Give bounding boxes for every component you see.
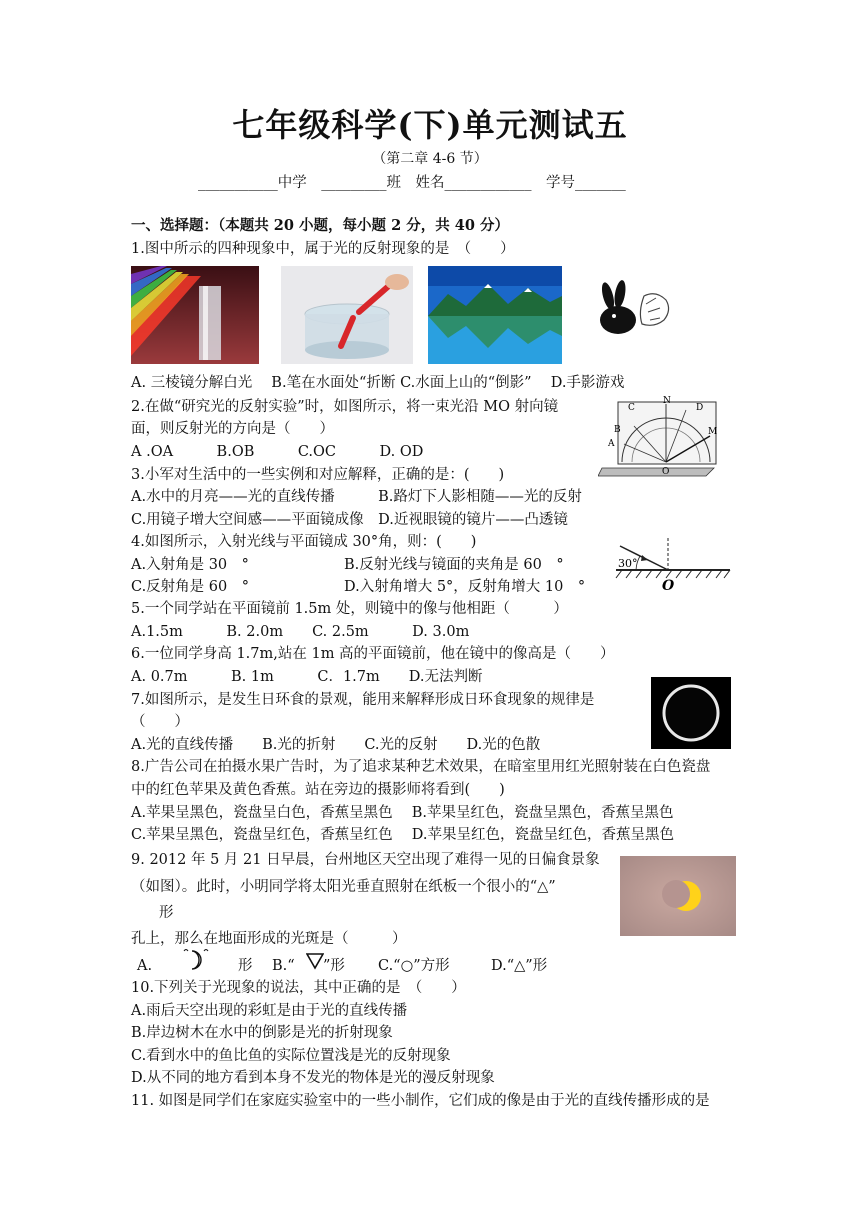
q4-option-c: C.反射角是 60 ° — [131, 579, 249, 595]
q10-stem: 10.下列关于光现象的说法，其中正确的是 （ ） — [131, 980, 466, 996]
q9-option-a-tail: 形 — [238, 958, 253, 974]
page-title: 七年级科学(下)单元测试五 — [232, 106, 628, 144]
label-n: N — [663, 396, 671, 406]
q10-option-a: A.雨后天空出现的彩虹是由于光的直线传播 — [131, 1003, 408, 1019]
label-b: B — [614, 425, 621, 435]
q4-option-a: A.入射角是 30 ° — [131, 557, 249, 573]
label-a: A — [608, 439, 615, 449]
q7-stem-2: （ ） — [131, 714, 189, 730]
incident-angle-diagram — [612, 536, 732, 594]
label-c: C — [628, 403, 635, 413]
pen-in-water-photo — [281, 266, 413, 364]
q10-option-d: D.从不同的地方看到本身不发光的物体是光的漫反射现象 — [131, 1070, 495, 1086]
q9-option-b: B.“ — [272, 958, 295, 974]
q9-option-a: A. — [137, 958, 153, 974]
crescent-shape-icon — [178, 945, 214, 973]
annular-eclipse-photo — [651, 677, 731, 749]
q9-option-b-tail: ”形 — [323, 958, 345, 974]
q7-stem-1: 7.如图所示，是发生日环食的景观，能用来解释形成日环食现象的规律是 — [131, 692, 595, 708]
mountain-reflection-photo — [428, 266, 562, 364]
section-heading: 一、选择题：（本题共 20 小题，每小题 2 分，共 40 分） — [131, 217, 509, 234]
q5-stem: 5.一个同学站在平面镜前 1.5m 处，则镜中的像与他相距（ ） — [131, 601, 568, 617]
partial-eclipse-photo — [620, 856, 736, 936]
hand-shadow-rabbit-image — [594, 276, 674, 346]
q9-stem-1: 9. 2012 年 5 月 21 日早晨，台州地区天空出现了难得一见的日偏食景象 — [131, 852, 600, 868]
q9-stem-3: 形 — [159, 905, 174, 921]
q10-option-b: B.岸边树木在水中的倒影是光的折射现象 — [131, 1025, 393, 1041]
q11-stem: 11. 如图是同学们在家庭实验室中的一些小制作，它们成的像是由于光的直线传播形成的是 — [131, 1093, 710, 1109]
label-d: D — [696, 403, 704, 413]
q10-option-c: C.看到水中的鱼比鱼的实际位置浅是光的反射现象 — [131, 1048, 451, 1064]
q1-options: A. 三棱镜分解白光 B.笔在水面处“折断 C.水面上山的“倒影” D.手影游戏 — [131, 375, 625, 391]
q8-stem-2: 中的红色苹果及黄色香蕉。站在旁边的摄影师将看到( ) — [131, 782, 505, 798]
q3-stem: 3.小军对生活中的一些实例和对应解释，正确的是：( ) — [131, 467, 505, 483]
q2-options: A .OA B.OB C.OC D. OD — [131, 444, 424, 460]
q9-option-d: D.“△”形 — [491, 958, 548, 974]
q8-options-cd: C.苹果呈黑色，瓷盘呈红色，香蕉呈红色 D.苹果呈红色，瓷盘呈红色，香蕉呈黑色 — [131, 827, 675, 843]
q3-options-ab: A.水中的月亮——光的直线传播 B.路灯下人影相随——光的反射 — [131, 489, 582, 505]
point-o-label: O — [662, 578, 675, 594]
q8-stem-1: 8.广告公司在拍摄水果广告时，为了追求某种艺术效果，在暗室里用红光照射装在白色瓷盘 — [131, 759, 711, 775]
q3-options-cd: C.用镜子增大空间感——平面镜成像 D.近视眼镜的镜片——凸透镜 — [131, 512, 568, 528]
q2-stem-1: 2.在做“研究光的反射实验”时，如图所示，将一束光沿 MO 射向镜 — [131, 399, 559, 415]
q6-options: A. 0.7m B. 1m C．1.7m D.无法判断 — [131, 669, 483, 685]
label-m: M — [708, 427, 718, 437]
q5-options: A.1.5m B. 2.0m C. 2.5m D. 3.0m — [131, 624, 470, 640]
inverted-triangle-icon — [306, 952, 324, 970]
q9-stem-2: （如图）。此时，小明同学将太阳光垂直照射在纸板一个很小的“△” — [131, 879, 556, 895]
page-subtitle: （第二章 4-6 节） — [372, 151, 488, 167]
q7-options: A.光的直线传播 B.光的折射 C.光的反射 D.光的色散 — [131, 737, 541, 753]
angle-label: 30° — [618, 557, 638, 570]
q4-stem: 4.如图所示，入射光线与平面镜成 30°角，则：( ) — [131, 534, 477, 550]
q9-option-c: C.“○”方形 — [378, 958, 450, 974]
q2-stem-2: 面，则反射光的方向是（ ） — [131, 421, 334, 437]
prism-photo — [131, 266, 259, 364]
q8-options-ab: A.苹果呈黑色，瓷盘呈白色，香蕉呈黑色 B.苹果呈红色，瓷盘呈黑色，香蕉呈黑色 — [131, 805, 674, 821]
student-info-line: ___________中学 _________班 姓名____________ 学号_______ — [198, 175, 626, 191]
q1-stem: 1.图中所示的四种现象中，属于光的反射现象的是 （ ） — [131, 241, 515, 257]
q4-option-d: D.入射角增大 5°，反射角增大 10 ° — [344, 579, 586, 595]
q6-stem: 6.一位同学身高 1.7m,站在 1m 高的平面镜前，他在镜中的像高是（ ） — [131, 646, 615, 662]
q4-option-b: B.反射光线与镜面的夹角是 60 ° — [344, 557, 564, 573]
label-o: O — [662, 467, 670, 477]
reflection-protractor-diagram — [598, 396, 720, 478]
q9-stem-4: 孔上，那么在地面形成的光斑是（ ） — [131, 931, 407, 947]
